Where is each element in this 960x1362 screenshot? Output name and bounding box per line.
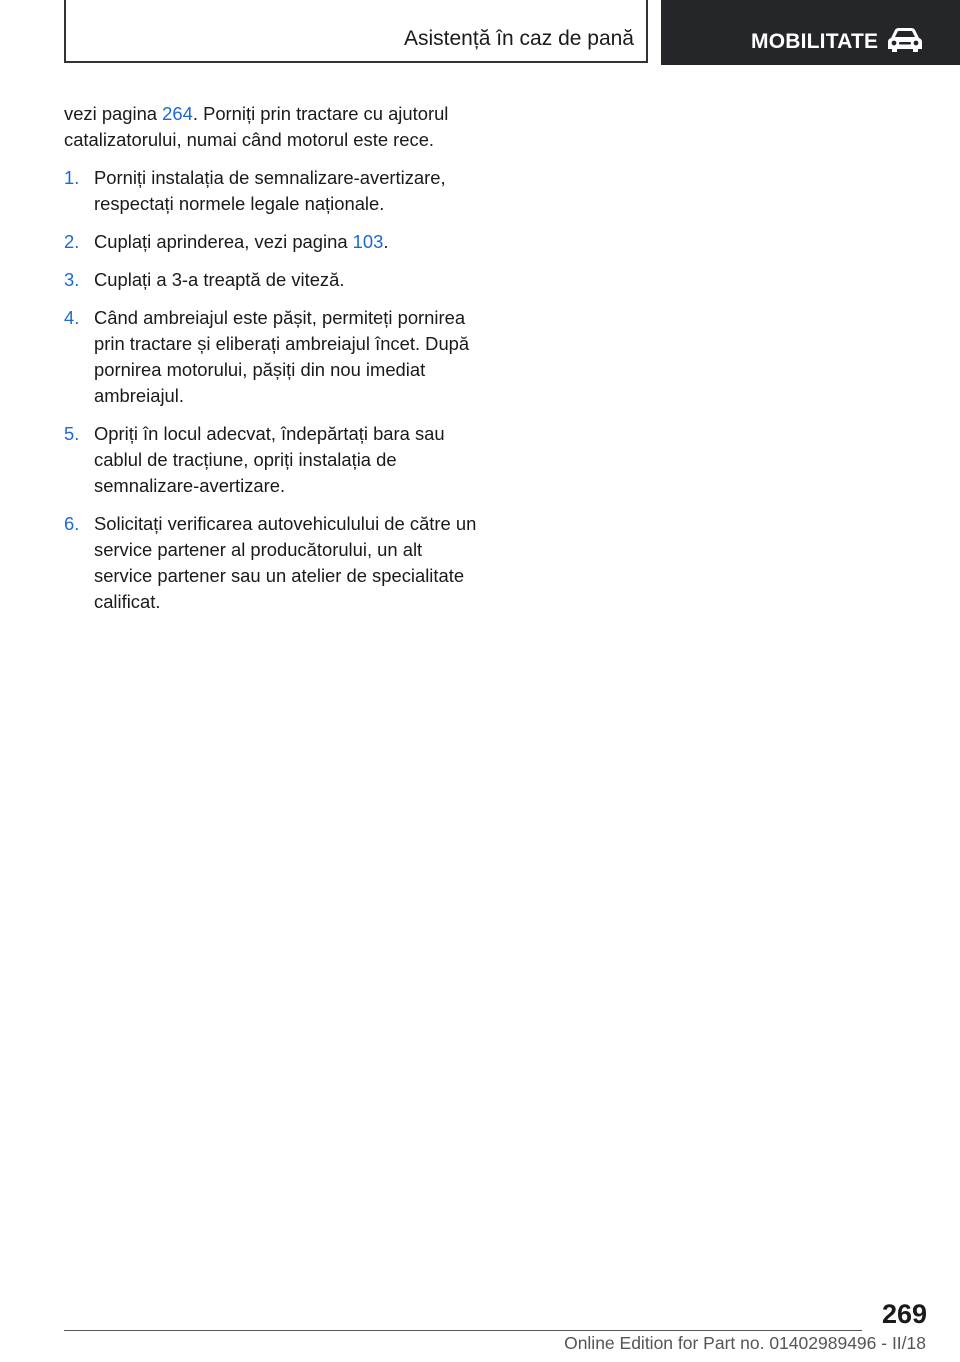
step-text: Porniți instalația de semnalizare-avertizare, respectați normele legale naționale. [94, 167, 446, 214]
intro-prefix: vezi pagina [64, 103, 163, 124]
step-text: Cuplați aprinderea, vezi pagina [94, 231, 353, 252]
step-number: 6. [64, 513, 80, 534]
step-item [64, 165, 480, 217]
step-text: Solicitați verificarea autovehiculului de către un service partener al producătorului, un alt service partener sau un atelier de specialitate calificat. [94, 513, 477, 612]
step-number: 3. [64, 269, 80, 290]
page-link-103[interactable]: 103 [352, 231, 384, 252]
step-item [64, 267, 480, 293]
step-number: 2. [64, 231, 80, 252]
footer-edition-text: Online Edition for Part no. 01402989496 - II/18 [564, 1333, 926, 1353]
header-chapter-box [64, 0, 648, 63]
steps-list [64, 165, 480, 615]
step-number: 5. [64, 423, 80, 444]
step-item [64, 511, 480, 615]
step-number: 1. [64, 167, 80, 188]
step-text: Opriți în locul adecvat, îndepărtați bara sau cablul de tracțiune, opriți instalația de semnalizare-avertizare. [94, 423, 445, 496]
step-text-end: . [383, 231, 389, 252]
intro-suffix: . Porniți prin tractare cu ajutorul catalizatorului, numai când motorul este rece. [64, 103, 449, 150]
section-label: MOBILITATE [751, 30, 879, 53]
chapter-title: Asistență în caz de pană [404, 27, 634, 50]
footer-divider [64, 1330, 862, 1331]
intro-paragraph [64, 101, 480, 153]
step-text: Cuplați a 3-a treaptă de viteză. [94, 269, 345, 290]
step-item [64, 421, 480, 499]
page-number: 269 [881, 1299, 927, 1329]
step-text: Când ambreiajul este pășit, permiteți pornirea prin tractare și eliberați ambreiajul încet. După pornirea motorului, pășiți din nou imediat ambreiajul. [94, 307, 470, 406]
step-number: 4. [64, 307, 80, 328]
step-item [64, 305, 480, 409]
main-content [64, 101, 480, 627]
step-item [64, 229, 480, 255]
car-front-icon [886, 26, 924, 54]
page-link-264[interactable]: 264 [162, 103, 193, 124]
